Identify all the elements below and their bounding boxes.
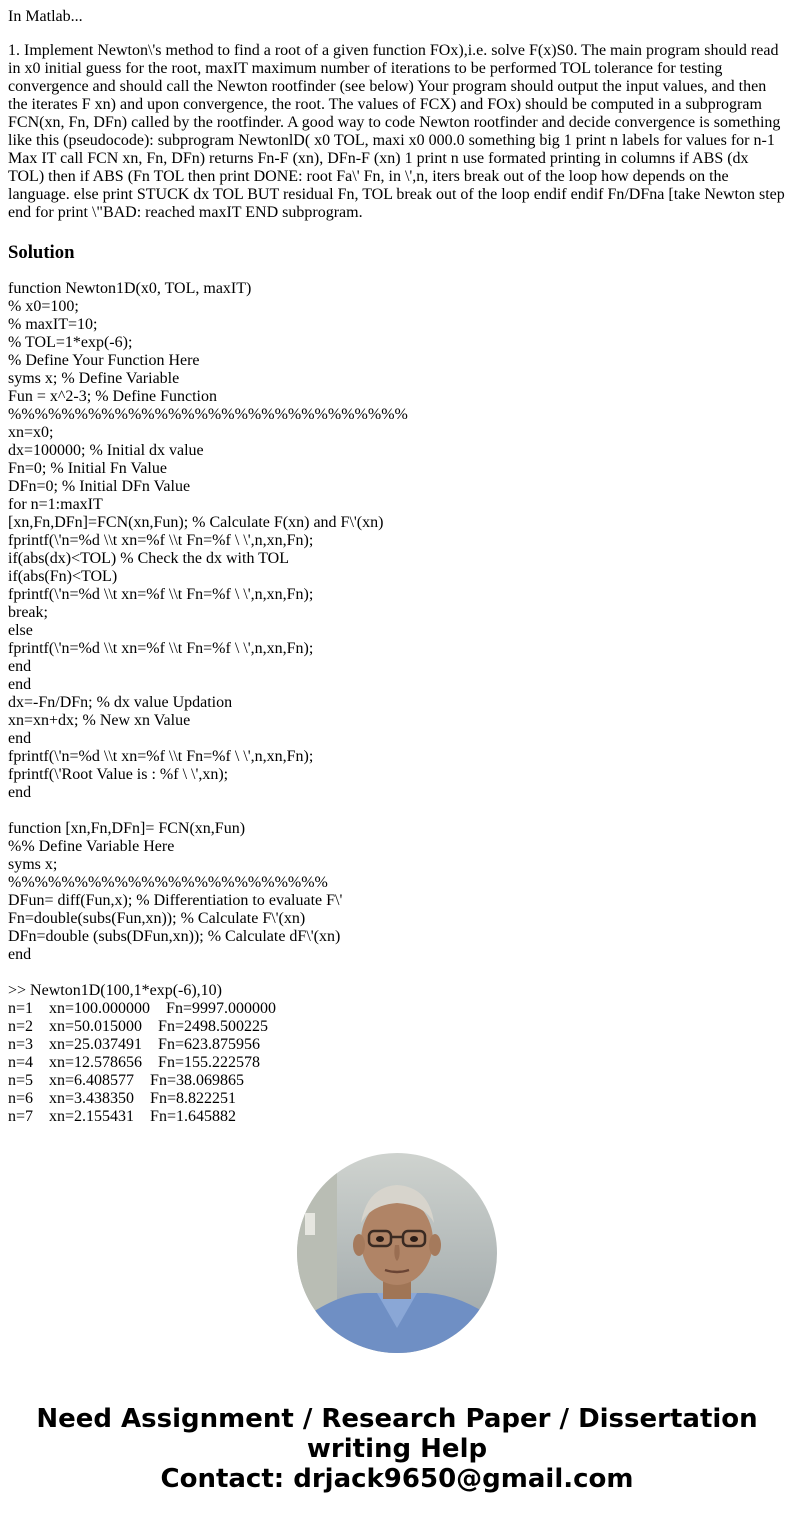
code-line: function Newton1D(x0, TOL, maxIT) xyxy=(8,280,252,297)
code-line: else xyxy=(8,622,33,639)
code-line: dx=-Fn/DFn; % dx value Updation xyxy=(8,694,233,711)
code-line: n=2 xn=50.015000 Fn=2498.500225 xyxy=(8,1018,268,1035)
document-content xyxy=(8,8,786,1126)
solution-heading: Solution xyxy=(8,242,75,263)
code-line: function [xn,Fn,DFn]= FCN(xn,Fun) xyxy=(8,820,246,837)
solution-code xyxy=(8,280,786,1126)
code-line: %% Define Variable Here xyxy=(8,838,175,855)
code-line: n=1 xn=100.000000 Fn=9997.000000 xyxy=(8,1000,276,1017)
code-line: syms x; xyxy=(8,856,58,873)
code-line: dx=100000; % Initial dx value xyxy=(8,442,204,459)
code-line: DFun= diff(Fun,x); % Differentiation to evaluate F\' xyxy=(8,892,343,909)
code-line: break; xyxy=(8,604,48,621)
code-line: % TOL=1*exp(-6); xyxy=(8,334,133,351)
code-line: xn=xn+dx; % New xn Value xyxy=(8,712,191,729)
code-line: Fun = x^2-3; % Define Function xyxy=(8,388,217,405)
code-line: end xyxy=(8,676,32,693)
code-line: [xn,Fn,DFn]=FCN(xn,Fun); % Calculate F(xn) and F\'(xn) xyxy=(8,514,384,531)
author-photo xyxy=(297,1153,497,1353)
code-line: n=7 xn=2.155431 Fn=1.645882 xyxy=(8,1108,236,1125)
code-line: n=6 xn=3.438350 Fn=8.822251 xyxy=(8,1090,236,1107)
code-line: end xyxy=(8,946,32,963)
code-line: end xyxy=(8,658,32,675)
code-line: n=5 xn=6.408577 Fn=38.069865 xyxy=(8,1072,244,1089)
code-line: n=4 xn=12.578656 Fn=155.222578 xyxy=(8,1054,260,1071)
code-line: n=3 xn=25.037491 Fn=623.875956 xyxy=(8,1036,260,1053)
code-line: if(abs(Fn)<TOL) xyxy=(8,568,118,585)
code-line: % maxIT=10; xyxy=(8,316,98,333)
code-line: fprintf(\'n=%d \\t xn=%f \\t Fn=%f \ \',n,xn,Fn); xyxy=(8,532,314,549)
question-text: 1. Implement Newton\'s method to find a root of a given function FOx),i.e. solve F(x)S0. The main program should read in x0 initial guess for the root, maxIT maximum number of iterations to be performed TOL tolerance for testing convergence and should call the Newton rootfinder (see below) Your program should output the input values, and then the iterates F xn) and upon convergence, the root. The values of FCX) and FOx) should be computed in a subprogram FCN(xn, Fn, DFn) called by the rootfinder. A good way to code Newton rootfinder and decide convergence is something like this (pseudocode): subprogram NewtonlD( x0 TOL, maxi x0 000.0 something big 1 print n labels for values for n-1 Max IT call FCN xn, Fn, DFn) returns Fn-F (xn), DFn-F (xn) 1 print n use formated printing in columns if ABS (dx TOL) then if ABS (Fn TOL then print DONE: root Fa\' Fn, in \',n, iters break out of the loop how depends on the language. else print STUCK dx TOL BUT residual Fn, TOL break out of the loop endif endif Fn/DFna [take Newton step end for print \"BAD: reached maxIT END subprogram. xyxy=(8,42,785,221)
code-line: % Define Your Function Here xyxy=(8,352,200,369)
code-line: fprintf(\'n=%d \\t xn=%f \\t Fn=%f \ \',n,xn,Fn); xyxy=(8,748,314,765)
code-line xyxy=(8,802,786,820)
code-line: fprintf(\'n=%d \\t xn=%f \\t Fn=%f \ \',n,xn,Fn); xyxy=(8,640,314,657)
code-line: fprintf(\'n=%d \\t xn=%f \\t Fn=%f \ \',n,xn,Fn); xyxy=(8,586,314,603)
code-line: end xyxy=(8,730,32,747)
intro-text: In Matlab... xyxy=(8,8,83,25)
code-line: DFn=0; % Initial DFn Value xyxy=(8,478,191,495)
code-line: syms x; % Define Variable xyxy=(8,370,180,387)
code-line: if(abs(dx)<TOL) % Check the dx with TOL xyxy=(8,550,289,567)
code-line: %%%%%%%%%%%%%%%%%%%%%%%%%%%%%% xyxy=(8,406,408,423)
code-line: >> Newton1D(100,1*exp(-6),10) xyxy=(8,982,222,999)
code-line: end xyxy=(8,784,32,801)
code-line: fprintf(\'Root Value is : %f \ \',xn); xyxy=(8,766,229,783)
code-line: %%%%%%%%%%%%%%%%%%%%%%%% xyxy=(8,874,328,891)
code-line: Fn=double(subs(Fun,xn)); % Calculate F\'(xn) xyxy=(8,910,306,927)
contact-banner xyxy=(0,1404,794,1494)
code-line: xn=x0; xyxy=(8,424,54,441)
banner-line-1: Need Assignment / Research Paper / Dissertation xyxy=(36,1404,758,1434)
code-line: % x0=100; xyxy=(8,298,79,315)
code-line: for n=1:maxIT xyxy=(8,496,103,513)
code-line: DFn=double (subs(DFun,xn)); % Calculate dF\'(xn) xyxy=(8,928,341,945)
banner-line-2: writing Help xyxy=(306,1434,488,1464)
code-line: Fn=0; % Initial Fn Value xyxy=(8,460,167,477)
banner-line-3: Contact: drjack9650@gmail.com xyxy=(160,1464,634,1494)
code-line xyxy=(8,964,786,982)
